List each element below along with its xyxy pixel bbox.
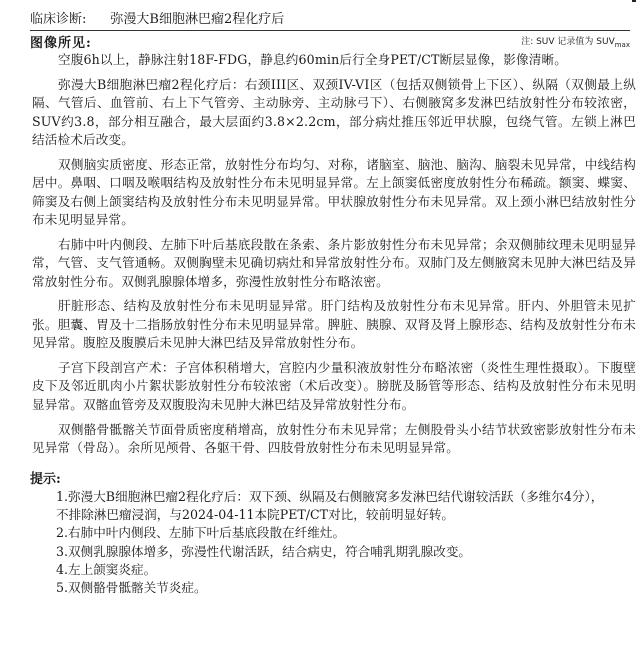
findings-title: 图像所见: [30,35,92,51]
findings-paragraph-chest: 右肺中叶内侧段、左肺下叶后基底段散在条索、条片影放射性分布未见异常；余双侧肺纹理未见明显异常，气管、支气管通畅。双侧胸壁未见确切病灶和异常放射性分布。双肺门及左侧腋窝未见肿大淋巴结及异常放射性分布。双侧乳腺腺体增多，弥漫性放射性分布略浓密。 [32,236,636,289]
hint-item: 不排除淋巴瘤浸润，与2024-04-11本院PET/CT对比，较前明显好转。 [56,507,455,523]
hints-list [56,488,636,597]
suv-note-text: 注: SUV 记录值为 SUV [521,36,615,47]
findings-paragraph-head-neck: 双侧脑实质密度、形态正常，放射性分布均匀、对称，诸脑室、脑池、脑沟、脑裂未见异常，中线结构居中。鼻咽、口咽及喉咽结构及放射性分布未见明显异常。左上颌窦低密度放射性分布稀疏。额窦、蝶窦、筛窦及右侧上颌窦结构及放射性分布未见明显异常。甲状腺放射性分布未见异常。双上颈小淋巴结放射性分布未见明显异常。 [32,156,636,228]
clinical-diagnosis-value: 弥漫大B细胞淋巴瘤2程化疗后 [110,11,285,27]
hint-item: 1.弥漫大B细胞淋巴瘤2程化疗后：双下颈、纵隔及右侧腋窝多发淋巴结代谢较活跃（多维尔4分）， [56,489,604,504]
findings-paragraph-scan-protocol: 空腹6h以上，静脉注射18F-FDG，静息约60min后行全身PET/CT断层显像，影像清晰。 [58,52,568,67]
page-edge-mark [632,0,636,2]
hints-title: 提示: [30,472,61,487]
hint-item: 5.双侧骼骨骶髂关节炎症。 [56,580,207,596]
findings-paragraph-bones: 双侧骼骨骶髂关节面骨质密度稍增高，放射性分布未见异常；左侧股骨头小结节状致密影放射性分布未见异常（骨岛）。余所见颅骨、各躯干骨、四肢骨放射性分布未见明显异常。 [32,421,636,456]
findings-paragraph-abdomen: 肝脏形态、结构及放射性分布未见明显异常。肝门结构及放射性分布未见异常。肝内、外胆管未见扩张。胆囊、胃及十二指肠放射性分布未见明显异常。脾脏、胰腺、双肾及肾上腺形态、结构及放射性分布未见异常。腹腔及腹膜后未见肿大淋巴结及异常放射性分布。 [32,298,636,351]
hint-item: 4.左上颌窦炎症。 [56,561,157,577]
hint-item: 2.右肺中叶内侧段、左肺下叶后基底段散在纤维灶。 [56,525,346,541]
suv-note [521,34,630,49]
findings-paragraph-lymph-nodes: 弥漫大B细胞淋巴瘤2程化疗后：右颈III区、双颈IV-VI区（包括双侧锁骨上下区）、纵隔（双侧最上纵隔、气管后、血管前、右上下气管旁、主动脉旁、主动脉弓下）、右侧腋窝多发淋巴结放射性分布较浓密，SUV约3.8，部分相互融合，最大层面约3.8×2.2cm，部分病灶推压邻近甲状腺，包绕气管。左锁上淋巴结活检术后改变。 [32,76,636,148]
findings-paragraph-pelvis: 子宫下段剖宫产术：子宫体积稍增大，宫腔内少量积液放射性分布略浓密（炎性生理性摄取）。下腹壁皮下及邻近肌肉小片絮状影放射性分布较浓密（术后改变）。膀胱及肠管等形态、结构及放射性分布未见明显异常。双髂血管旁及双腹股沟未见肿大淋巴结及异常放射性分布。 [32,360,636,412]
clinical-diagnosis-row [30,4,630,31]
findings-body [32,51,636,464]
suv-note-subscript: max [614,40,630,49]
clinical-diagnosis-label: 临床诊断: [30,11,87,27]
hint-item: 3.双侧乳腺腺体增多，弥漫性代谢活跃，结合病史，符合哺乳期乳腺改变。 [56,543,472,559]
findings-header [30,32,630,50]
